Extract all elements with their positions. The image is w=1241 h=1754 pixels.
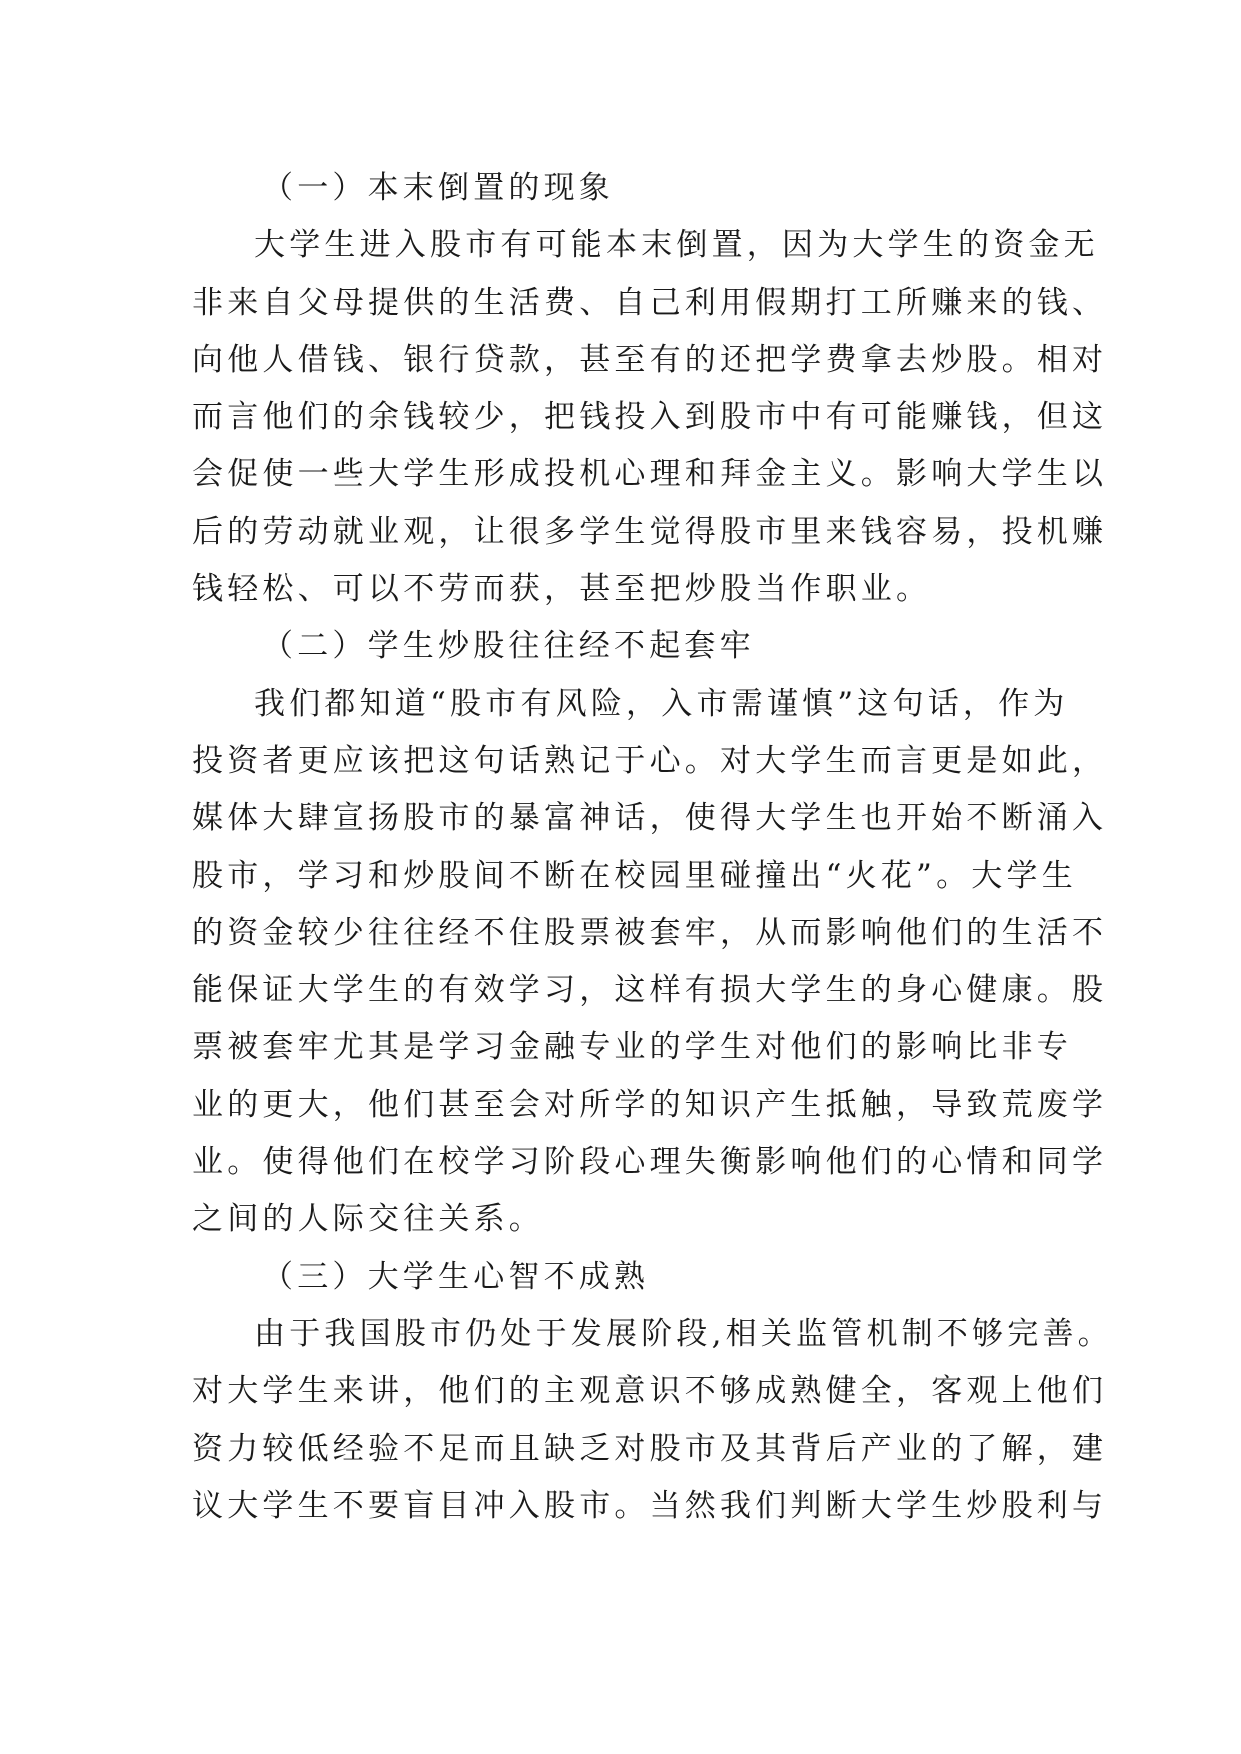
paragraph-line: 能保证大学生的有效学习，这样有损大学生的身心健康。股: [192, 972, 1108, 1009]
paragraph-line: 由于我国股市仍处于发展阶段,相关监管机制不够完善。: [254, 1315, 1113, 1352]
paragraph-line: 票被套牢尤其是学习金融专业的学生对他们的影响比非专: [192, 1029, 1072, 1066]
section-heading-1: （一）本末倒置的现象: [262, 170, 614, 206]
paragraph-line: 资力较低经验不足而且缺乏对股市及其背后产业的了解，建: [192, 1430, 1108, 1467]
paragraph-line: 的资金较少往往经不住股票被套牢，从而影响他们的生活不: [192, 914, 1108, 951]
paragraph-line: 我们都知道“股市有风险，入市需谨慎”这句话，作为: [254, 685, 1069, 722]
paragraph-line: 后的劳动就业观，让很多学生觉得股市里来钱容易，投机赚: [192, 513, 1108, 550]
paragraph-line: 非来自父母提供的生活费、自己利用假期打工所赚来的钱、: [192, 284, 1108, 321]
paragraph-line: 投资者更应该把这句话熟记于心。对大学生而言更是如此，: [192, 742, 1108, 779]
paragraph-line: 议大学生不要盲目冲入股市。当然我们判断大学生炒股利与: [192, 1487, 1108, 1524]
paragraph-line: 股市，学习和炒股间不断在校园里碰撞出“火花”。大学生: [192, 857, 1077, 894]
paragraph-line: 业的更大，他们甚至会对所学的知识产生抵触，导致荒废学: [192, 1086, 1108, 1123]
paragraph-line: 之间的人际交往关系。: [192, 1201, 544, 1238]
document-body: [192, 160, 1113, 1535]
paragraph-line: 对大学生来讲，他们的主观意识不够成熟健全，客观上他们: [192, 1373, 1108, 1410]
paragraph-line: 会促使一些大学生形成投机心理和拜金主义。影响大学生以: [192, 456, 1108, 493]
paragraph-line: 媒体大肆宣扬股市的暴富神话，使得大学生也开始不断涌入: [192, 800, 1108, 837]
paragraph-line: 向他人借钱、银行贷款，甚至有的还把学费拿去炒股。相对: [192, 341, 1108, 378]
paragraph-line: 大学生进入股市有可能本末倒置，因为大学生的资金无: [254, 227, 1099, 264]
section-heading-2: （二）学生炒股往往经不起套牢: [262, 628, 755, 665]
paragraph-line: 而言他们的余钱较少，把钱投入到股市中有可能赚钱，但这: [192, 399, 1108, 436]
paragraph-line: 钱轻松、可以不劳而获，甚至把炒股当作职业。: [192, 571, 932, 608]
paragraph-line: 业。使得他们在校学习阶段心理失衡影响他们的心情和同学: [192, 1144, 1108, 1181]
section-heading-3: （三）大学生心智不成熟: [262, 1258, 650, 1295]
